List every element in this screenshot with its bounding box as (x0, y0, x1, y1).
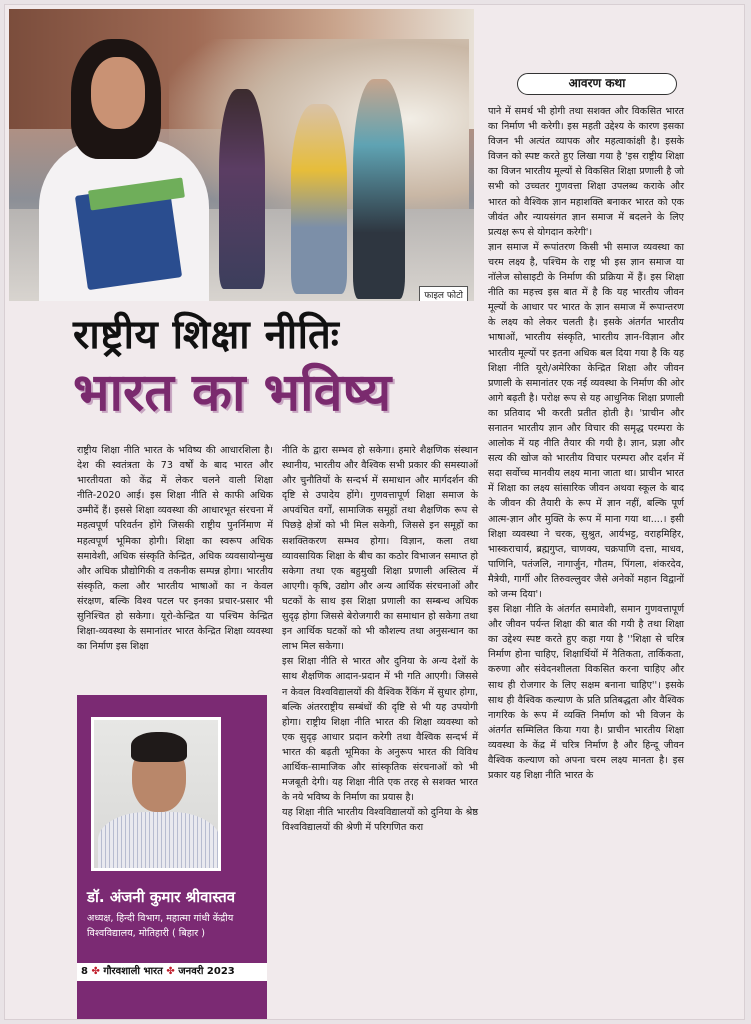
article-column-3 (488, 104, 684, 783)
paragraph: इस शिक्षा नीति के अंतर्गत समावेशी, समान गुणवत्तापूर्ण और जीवन पर्यन्त शिक्षा की बात की गयी है तथा शिक्षा का उद्देश्य स्पष्ट करते हुए कहा गया है ''शिक्षा से चरित्र निर्माण होना चाहिए, शिक्षार्थियों में नैतिकता, तार्किकता, करुणा और संवेदनशीलता विकसित करना चाहिए और साथ ही रोजगार के लिए सक्षम बनाना चाहिए''। इसके साथ ही वैश्विक कल्याण के प्रति प्रतिबद्धता और वैश्विक नागरिक के रूप में व्यक्ति निर्माण को भी विजन के अंतर्गत सम्मिलित किया गया है। प्राचीन भारतीय शिक्षा व्यवस्था के केंद्र में चरित्र निर्माण है और हिन्दू जीवन वैश्विक कल्याण को अपना चरम लक्ष्य मानता है। इस प्रकार यह शिक्षा नीति भारत के (488, 604, 684, 782)
headline-line-1: राष्ट्रीय शिक्षा नीतिः (73, 312, 340, 358)
paragraph: राष्ट्रीय शिक्षा नीति भारत के भविष्य की आधारशिला है। देश की स्वतंत्रता के 73 वर्षों के बाद भारत और भारतीयता को केंद्र में लेकर चलने वाली शिक्षा नीति-2020 आई। इस शिक्षा नीति से काफी अधिक उम्मीदें हैं। इससे शिक्षा व्यवस्था की आधारभूत संरचना में महत्वपूर्ण परिवर्तन होंगे जिसकी राष्ट्रीय पुनर्निमाण में महत्वपूर्ण भूमिका होगी। शिक्षा का स्वरूप अधिक समावेशी, अधिक संस्कृति केन्द्रित, अधिक व्यवसायोन्मुख और अधिक प्रौद्योगिकी व तकनीक सम्पन्न होगा। भारतीय संस्कृति, कला और भारतीय भाषाओं का न केवल संरक्षण, बल्कि विश्व पटल पर इनका प्रचार-प्रसार भी सुनिश्चित हो सकेगा। यूरो-केन्द्रित या पश्चिम केन्द्रित शिक्षा-व्यवस्था के समानांतर भारत केन्द्रित शिक्षा व्यवस्था का निर्माण इस शिक्षा (77, 445, 273, 653)
paragraph: यह शिक्षा नीति भारतीय विश्वविद्यालयों को दुनिया के श्रेष्ठ विश्वविद्यालयों की श्रेणी में परिगणित करा (282, 807, 478, 834)
background-student-1 (219, 89, 265, 289)
paragraph: ज्ञान समाज में रूपांतरण किसी भी समाज व्यवस्था का चरम लक्ष्य है, पश्चिम के राष्ट्र भी इस ज्ञान समाज या नॉलेज सोसाइटी के निर्माण की प्रक्रिया में हैं। इस शिक्षा नीति का महत्त्व इस बात में है कि यह भारतीय जीवन मूल्यों के आधार पर भारत के ज्ञान समाज में रूपान्तरण के लक्ष्य को लेकर चलती है। इसके अंतर्गत भारतीय भाषाओं, भारतीय संस्कृति, भारतीय ज्ञान-विज्ञान और भारतीय मूल्यों पर इतना अधिक बल दिया गया है कि यह शिक्षा नीति यूरो/अमेरिका केन्द्रित शिक्षा और जीवन प्रणाली के समानांतर एक नई व्यवस्था के निर्माण की ओर आगे बढ़ती है। परोक्ष रूप से यह आधुनिक शिक्षा प्रणाली का प्रतिवाद भी करती प्रतीत होती है। 'प्राचीन और सनातन भारतीय ज्ञान और विचार की समृद्ध परम्परा के आलोक में यह नीति तैयार की गयी है। ज्ञान, प्रज्ञा और सत्य की खोज को भारतीय विचार परम्परा और दर्शन में सदा सर्वोच्च मानवीय लक्ष्य माना जाता था। प्राचीन भारत में शिक्षा का लक्ष्य सांसारिक जीवन अथवा स्कूल के बाद के जीवन की तैयारी के रूप में ज्ञान नहीं, बल्कि पूर्ण आत्म-ज्ञान और मुक्ति के रूप में माना गया था....। इसी शिक्षा व्यवस्था ने चरक, सुश्रुत, आर्यभट्ट, वराहमिहिर, भास्कराचार्य, ब्रह्मगुप्त, चाणक्य, चक्रपाणि दत्ता, माधव, पाणिनि, पतंजलि, नागार्जुन, गौतम, पिंगला, शंकरदेव, मैत्रेयी, गार्गी और तिरुवल्लुवर जैसे अनेकों महान विद्वानों को जन्म दिया'। (488, 241, 684, 600)
article-column-2 (282, 443, 478, 835)
section-label: आवरण कथा (517, 73, 677, 95)
cover-photo (9, 9, 474, 301)
author-name: डॉ. अंजनी कुमार श्रीवास्तव (87, 888, 236, 906)
flower-icon: ✤ (91, 966, 100, 977)
background-student-3 (353, 79, 405, 299)
paragraph: इस शिक्षा नीति से भारत और दुनिया के अन्य देशों के साथ शैक्षणिक आदान-प्रदान में भी गति आएगी। जिससे न केवल विश्वविद्यालयों की वैश्विक रैंकिंग में सुधार होगा, बल्कि अंतरराष्ट्रीय सम्बंधों की दृष्टि से भी यह उपयोगी होगा। राष्ट्रीय शिक्षा नीति भारत की शिक्षा व्यवस्था को एक सुदृढ़ आधार प्रदान करेगी तथा वैश्विक सन्दर्भ में भारत की बढ़ती भूमिका के अनुरूप भारत की विविध आर्थिक-सामाजिक और सांस्कृतिक संरचनाओं को भी मजबूती देगी। यह शिक्षा नीति एक तरह से सशक्त भारत के नये भविष्य के निर्माण का प्रयास है। (282, 656, 478, 804)
page-number: 8 (81, 966, 88, 977)
headline-line-2: भारत का भविष्य (73, 363, 392, 423)
magazine-name: गौरवशाली भारत (103, 966, 163, 977)
article-column-1 (77, 443, 273, 654)
author-role: अध्यक्ष, हिन्दी विभाग, महात्मा गांधी केंद्रीय विश्वविद्यालय, मोतिहारी ( बिहार ) (87, 913, 234, 939)
flower-icon: ✤ (166, 966, 175, 977)
paragraph: नीति के द्वारा सम्भव हो सकेगा। हमारे शैक्षणिक संस्थान स्थानीय, भारतीय और वैश्विक सभी प्रकार की समस्याओं और चुनौतियों के सन्दर्भ में समाधान और मार्गदर्शन की दृष्टि से उपादेय होंगे। गुणवत्तापूर्ण शिक्षा समाज के अपवंचित वर्गों, सामाजिक समूहों तथा शैक्षणिक रूप से पिछड़े क्षेत्रों को भी मिल सकेगी, जिससे इन समूहों का सशक्तिकरण सम्भव होगा। विज्ञान, कला तथा व्यावसायिक शिक्षा के बीच का कठोर विभाजन समाप्त हो सकेगा तथा एक बहुमुखी शिक्षा प्रणाली अस्तित्व में आएगी। कृषि, उद्योग और अन्य आर्थिक संरचनाओं और घटकों के साथ इस शिक्षा प्रणाली का सम्बन्ध अधिक सुदृढ़ होगा जिससे बेरोजगारी का समाधान हो सकेगा तथा इन आर्थिक घटकों को भी कौशल्य तथा अनुसन्धान का लाभ मिल सकेगा। (282, 445, 478, 653)
author-photo (91, 717, 221, 871)
magazine-page (4, 4, 745, 1020)
background-student-2 (291, 104, 347, 294)
paragraph: पाने में समर्थ भी होगी तथा सशक्त और विकसित भारत का निर्माण भी करेगी। इस महती उद्देश्य के कारण इसका विजन भी अत्यंत व्यापक और महत्वाकांक्षी है। इसके विजन को स्पष्ट करते हुए लिखा गया है 'इस राष्ट्रीय शिक्षा का विजन भारतीय मूल्यों से विकसित शिक्षा प्रणाली है जो सभी को उच्चतर गुणवत्ता शिक्षा उपलब्ध कराके और भारत को वैश्विक ज्ञान महाशक्ति बनाकर भारत को एक जीवंत और न्यायसंगत ज्ञान समाज में बदलने के लिए प्रत्यक्ष रूप से योगदान करेगी'। (488, 106, 684, 238)
issue-date: जनवरी 2023 (178, 966, 235, 977)
page-footer (77, 963, 267, 981)
photo-credit: फाइल फोटो (419, 286, 468, 301)
